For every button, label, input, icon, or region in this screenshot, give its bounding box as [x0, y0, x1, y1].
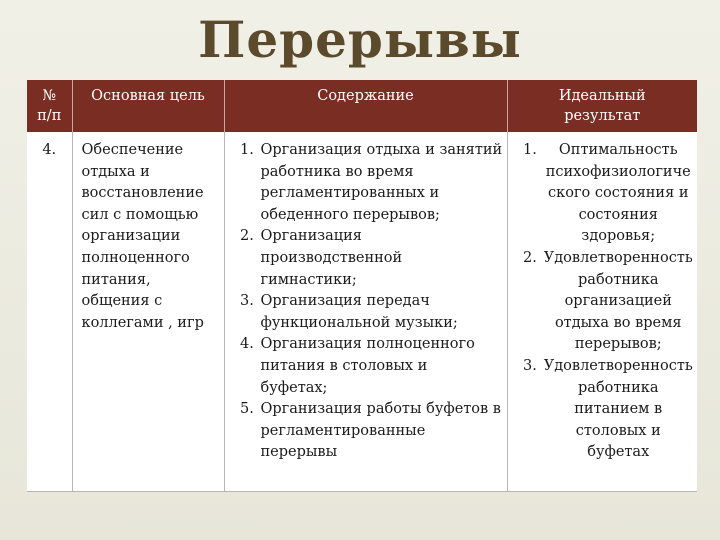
goal-line: восстановление	[81, 185, 204, 202]
content-line: буфетах;	[260, 379, 328, 396]
result-line: питанием в	[574, 401, 663, 418]
result-line: отдыха во время	[554, 314, 682, 331]
goal-line: организации	[81, 228, 181, 245]
result-line: столовых и	[575, 422, 661, 439]
content-line: 2. Организация	[260, 228, 362, 245]
result-item	[542, 248, 694, 356]
content-line: 4. Организация полноценного	[260, 336, 475, 353]
content-line: перерывы	[260, 444, 338, 461]
content-line: регламентированных и	[260, 185, 440, 202]
slide-title: Перерывы	[198, 10, 522, 69]
result-line: ского состояния и	[548, 185, 689, 202]
result-item	[542, 356, 694, 464]
result-line: работника	[578, 379, 659, 396]
title-band	[0, 0, 720, 80]
content-line: регламентированные	[260, 422, 426, 439]
content-line: питания в столовых и	[260, 357, 428, 374]
header-result-line: результат	[564, 108, 641, 124]
row-number: 4.	[27, 132, 72, 492]
header-goal: Основная цель	[72, 80, 224, 132]
content-line: 5. Организация работы буфетов в	[260, 401, 501, 418]
content-item	[259, 226, 503, 291]
table-container	[27, 80, 697, 492]
result-line: организацией	[564, 293, 672, 310]
result-item	[542, 140, 694, 248]
result-list	[512, 140, 694, 464]
header-content: Содержание	[224, 80, 507, 132]
content-item	[259, 399, 503, 464]
table-row	[27, 132, 697, 492]
result-line: психофизиологиче	[545, 163, 691, 180]
table-header-row	[27, 80, 697, 132]
content-item	[259, 291, 503, 334]
header-result	[507, 80, 697, 132]
goal-line: Обеспечение	[81, 142, 184, 158]
result-cell	[507, 132, 697, 492]
goal-line: общения с	[81, 293, 163, 310]
content-line: обеденного перерывов;	[260, 206, 440, 223]
content-cell	[224, 132, 507, 492]
goal-line: полноценного	[81, 249, 190, 266]
goal-line: питания,	[81, 271, 151, 288]
content-line: 1. Организация отдыха и занятий	[260, 142, 503, 158]
content-item	[259, 334, 503, 399]
goal-line: сил с помощью	[81, 206, 199, 223]
header-num-line: п/п	[37, 108, 62, 124]
header-result-line: Идеальный	[558, 88, 646, 104]
header-num-line: №	[42, 88, 57, 104]
result-line: 2. Удовлетворенность	[543, 249, 693, 266]
content-item	[259, 140, 503, 226]
result-line: 3. Удовлетворенность	[543, 357, 693, 374]
result-line: здоровья;	[581, 228, 656, 245]
result-line: работника	[578, 271, 659, 288]
content-line: 3. Организация передач	[260, 293, 430, 310]
result-line: перерывов;	[574, 336, 662, 353]
result-line: буфетах	[587, 444, 650, 461]
content-line: работника во время	[260, 163, 414, 180]
content-line: функциональной музыки;	[260, 314, 458, 331]
header-num	[27, 80, 72, 132]
content-list	[229, 140, 503, 464]
result-line: состояния	[578, 206, 658, 223]
goal-line: отдыха и	[81, 163, 150, 180]
goal-cell	[72, 132, 224, 492]
breaks-table	[27, 80, 697, 492]
content-line: производственной гимнастики;	[260, 249, 403, 288]
result-line: 1. Оптимальность	[558, 142, 678, 158]
goal-line: коллегами , игр	[81, 314, 204, 331]
